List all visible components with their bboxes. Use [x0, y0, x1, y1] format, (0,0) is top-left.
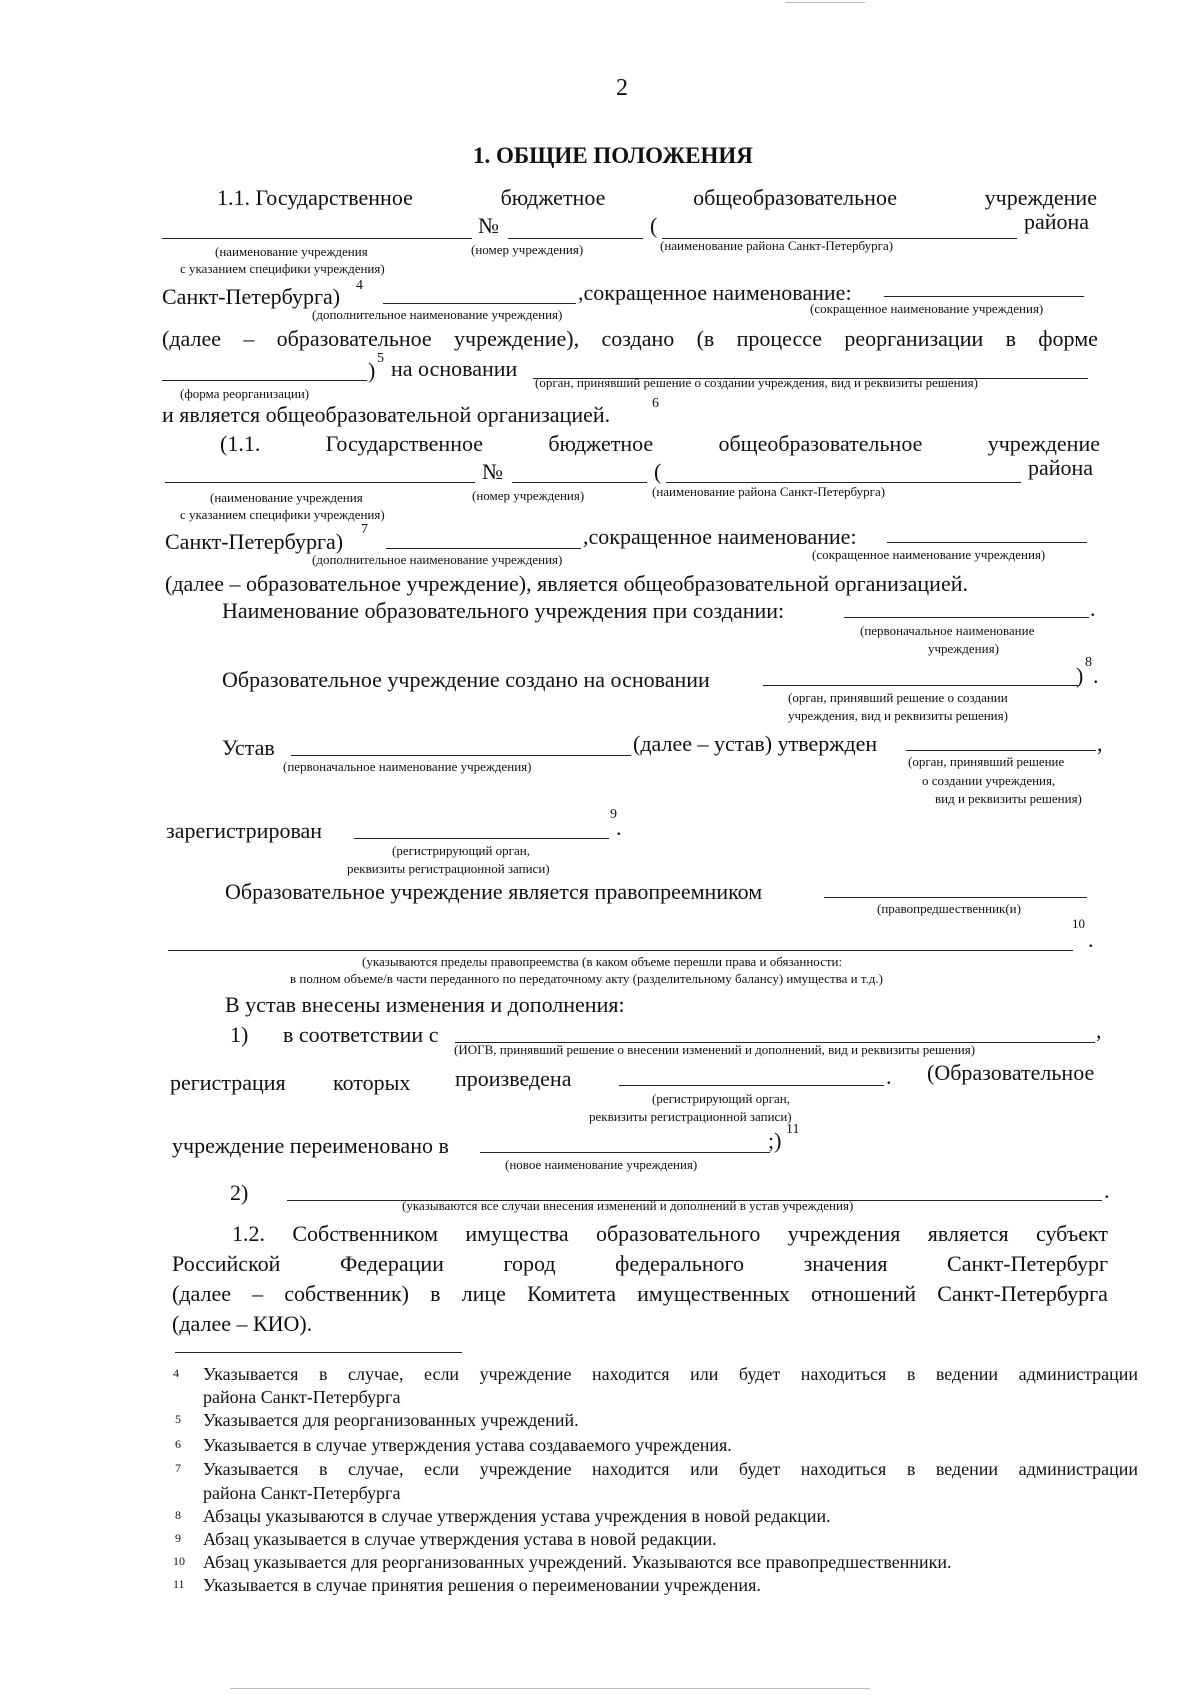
- footnote-text: Указывается в случае, если учреждение находится или будет находиться в ведении администрации: [203, 1364, 1138, 1384]
- edu-paren-text: (Образовательное: [927, 1060, 1095, 1085]
- footnote-ref-11: 11: [786, 1122, 800, 1137]
- number-sign: №: [478, 213, 499, 238]
- ustav-comma: ,: [1097, 731, 1103, 756]
- p1b-further: (далее – образовательное учреждение), является общеобразовательной организацией.: [165, 571, 968, 596]
- rayona-text-2: района: [1028, 455, 1094, 480]
- footnote-text-cont: района Санкт-Петербурга: [203, 1387, 401, 1407]
- caption-basis-body: (орган, принявший решение о создании учреждения, вид и реквизиты решения): [535, 375, 978, 390]
- close-paren: ): [368, 358, 376, 383]
- caption-reorg-form: (форма реорганизации): [180, 386, 310, 401]
- open-paren: (: [650, 213, 658, 238]
- blank-additional-name-2[interactable]: [386, 548, 581, 549]
- footnote-ref-7: 7: [361, 522, 368, 537]
- p1b-line1: (1.1. Государственное бюджетное общеобразовательное учреждение: [220, 431, 1100, 456]
- caption-ustav-org-2: о создании учреждения,: [922, 773, 1056, 788]
- open-paren-2: (: [654, 459, 662, 484]
- caption-succession-1: (указываются пределы правопреемства (в каком объеме перешли права и обязанности:: [362, 954, 843, 969]
- footnote-number: 9: [175, 1531, 181, 1545]
- rayona-text: района: [1024, 209, 1090, 234]
- caption-change-reg-2: реквизиты регистрационной записи): [589, 1109, 792, 1124]
- caption-ustav-org-1: (орган, принявший решение: [908, 754, 1065, 769]
- caption-succession-2: в полном объеме/в части переданного по передаточному акту (разделительному балансу) имущества и т.д.): [290, 971, 883, 986]
- caption-name-b-2: с указанием специфики учреждения): [180, 507, 385, 522]
- reg-word-1: регистрация: [170, 1070, 286, 1095]
- created-dot: .: [1090, 596, 1096, 621]
- footnote-text: Указывается в случае, если учреждение находится или будет находиться в ведении администрации: [203, 1459, 1138, 1479]
- caption-additional-2: (дополнительное наименование учреждения): [312, 552, 563, 567]
- blank-short-name-2[interactable]: [887, 542, 1087, 543]
- ustav-further: (далее – устав) утвержден: [633, 731, 878, 756]
- scan-mark-bottom: [230, 1688, 870, 1689]
- accord-label: в соответствии с: [283, 1022, 439, 1047]
- short-name-label: ,сокращенное наименование:: [578, 280, 852, 305]
- blank-predecessor[interactable]: [824, 897, 1087, 898]
- registered-label: зарегистрирован: [166, 818, 323, 843]
- basis-label: Образовательное учреждение создано на основании: [222, 667, 710, 692]
- basis-close: ): [1076, 663, 1084, 688]
- p12-line4: (далее – КИО).: [172, 1311, 313, 1336]
- caption-ustav-first: (первоначальное наименование учреждения): [283, 759, 532, 774]
- p1-word: бюджетное: [500, 185, 606, 210]
- footnote-number: 7: [175, 1461, 181, 1475]
- scan-mark-top: [785, 2, 865, 3]
- blank-institution-number-2[interactable]: [512, 482, 647, 483]
- change-item-2: 2): [230, 1180, 249, 1205]
- footnote-separator: [175, 1352, 462, 1353]
- blank-reorg-form[interactable]: [162, 380, 367, 381]
- renamed-label: учреждение переименовано в: [172, 1133, 449, 1158]
- created-name-label: Наименование образовательного учреждения при создании:: [222, 598, 785, 623]
- caption-iogv: (ИОГВ, принявший решение о внесении изменений и дополнений, вид и реквизиты решения): [454, 1042, 976, 1057]
- caption-change-reg-1: (регистрирующий орган,: [652, 1091, 790, 1106]
- section-title: 1. ОБЩИЕ ПОЛОЖЕНИЯ: [473, 143, 753, 168]
- p1-word: учреждение: [984, 185, 1097, 210]
- blank-institution-name-2[interactable]: [165, 482, 475, 483]
- blank-ustav-name[interactable]: [291, 755, 631, 756]
- footnote-number: 10: [173, 1554, 185, 1568]
- caption-predecessor: (правопредшественник(и): [877, 901, 1021, 916]
- caption-name: (наименование учреждения: [215, 244, 368, 259]
- caption-short: (сокращенное наименование учреждения): [810, 301, 1044, 316]
- blank-succession-limits[interactable]: [168, 950, 1073, 951]
- basis-dot: .: [1093, 663, 1099, 688]
- is-org-text: и является общеобразовательной организацией.: [162, 402, 611, 427]
- footnote-number: 8: [175, 1508, 181, 1522]
- blank-short-name[interactable]: [884, 296, 1084, 297]
- footnote-number: 6: [175, 1437, 181, 1451]
- footnote-text: Указывается в случае утверждения устава создаваемого учреждения.: [203, 1435, 732, 1455]
- blank-district-2[interactable]: [666, 482, 1021, 483]
- footnote-number: 5: [175, 1412, 181, 1426]
- blank-ustav-approved[interactable]: [906, 750, 1096, 751]
- on-basis-text: на основании: [391, 356, 518, 381]
- caption-original-2: учреждения): [928, 641, 999, 656]
- footnote-text: Указывается в случае принятия решения о переименовании учреждения.: [203, 1575, 761, 1595]
- caption-name-b: (наименование учреждения: [210, 490, 363, 505]
- footnote-ref-10: 10: [1072, 916, 1085, 931]
- blank-institution-number[interactable]: [508, 238, 643, 239]
- number-sign-2: №: [482, 459, 503, 484]
- changes-label: В устав внесены изменения и дополнения:: [225, 992, 625, 1017]
- caption-basis-2: учреждения, вид и реквизиты решения): [788, 708, 1008, 723]
- renamed-close: ;): [768, 1128, 782, 1153]
- blank-basis[interactable]: [763, 685, 1078, 686]
- accord-comma: ,: [1096, 1018, 1102, 1043]
- caption-district: (наименование района Санкт-Петербурга): [660, 238, 894, 253]
- spb-text: Санкт-Петербурга): [162, 284, 341, 309]
- blank-original-name[interactable]: [844, 617, 1089, 618]
- reg-word-2: которых: [333, 1070, 411, 1095]
- p1-line1: [217, 185, 1097, 211]
- caption-number-b: (номер учреждения): [472, 488, 585, 503]
- caption-district-b: (наименование района Санкт-Петербурга): [652, 484, 886, 499]
- footnote-text: Указывается для реорганизованных учреждений.: [203, 1410, 579, 1430]
- blank-additional-name[interactable]: [383, 303, 576, 304]
- registered-dot: .: [616, 815, 622, 840]
- change-reg-dot: .: [886, 1064, 892, 1089]
- spb-text-2: Санкт-Петербурга): [165, 529, 344, 554]
- blank-change-registered[interactable]: [619, 1085, 884, 1086]
- caption-new-name: (новое наименование учреждения): [505, 1157, 698, 1172]
- footnote-text: Абзац указывается в случае утверждения устава в новой редакции.: [203, 1529, 717, 1549]
- caption-change-cases: (указываются все случаи внесения изменений и дополнений в устав учреждения): [402, 1198, 854, 1213]
- successor-label: Образовательное учреждение является правопреемником: [225, 879, 763, 904]
- change-item-2-dot: .: [1104, 1178, 1110, 1203]
- footnote-ref-6: 6: [652, 396, 659, 411]
- p12-line1: 1.2. Собственником имущества образовательного учреждения является субъект: [232, 1221, 1108, 1246]
- caption-ustav-org-3: вид и реквизиты решения): [935, 791, 1082, 806]
- footnote-text: Абзацы указываются в случае утверждения устава учреждения в новой редакции.: [203, 1506, 831, 1526]
- p1-word: общеобразовательное: [693, 185, 897, 210]
- p12-line3: (далее – собственник) в лице Комитета имущественных отношений Санкт-Петербурга: [172, 1281, 1108, 1306]
- caption-additional: (дополнительное наименование учреждения): [312, 307, 563, 322]
- footnote-ref-9: 9: [610, 807, 617, 822]
- blank-institution-name[interactable]: [162, 238, 472, 239]
- caption-basis-1: (орган, принявший решение о создании: [788, 690, 1008, 705]
- caption-reg-2: реквизиты регистрационной записи): [347, 861, 550, 876]
- footnote-number: 11: [173, 1577, 185, 1591]
- footnote-ref-4: 4: [356, 278, 363, 293]
- successor-dot: .: [1088, 927, 1094, 952]
- page-number: 2: [616, 75, 628, 101]
- footnote-number: 4: [173, 1366, 179, 1380]
- caption-original-1: (первоначальное наименование: [860, 623, 1035, 638]
- footnote-ref-5: 5: [377, 351, 384, 366]
- blank-registered[interactable]: [354, 838, 609, 839]
- footnote-ref-8: 8: [1085, 655, 1092, 670]
- p1-further-line: (далее – образовательное учреждение), создано (в процессе реорганизации в форме: [162, 326, 1098, 351]
- footnote-text-cont: района Санкт-Петербурга: [203, 1483, 401, 1503]
- caption-reg-1: (регистрирующий орган,: [392, 843, 530, 858]
- ustav-label: Устав: [222, 735, 275, 760]
- p12-line2: Российской Федерации город федерального значения Санкт-Петербург: [172, 1251, 1108, 1276]
- caption-name-2: с указанием специфики учреждения): [180, 261, 385, 276]
- caption-short-2: (сокращенное наименование учреждения): [812, 547, 1046, 562]
- blank-new-name[interactable]: [480, 1152, 770, 1153]
- change-item-1: 1): [230, 1022, 249, 1047]
- reg-word-3: произведена: [455, 1066, 572, 1091]
- footnote-text: Абзац указывается для реорганизованных учреждений. Указываются все правопредшественники.: [203, 1552, 952, 1572]
- p1-word: 1.1. Государственное: [217, 185, 413, 210]
- short-name-label-2: ,сокращенное наименование:: [583, 524, 857, 549]
- caption-number: (номер учреждения): [471, 242, 584, 257]
